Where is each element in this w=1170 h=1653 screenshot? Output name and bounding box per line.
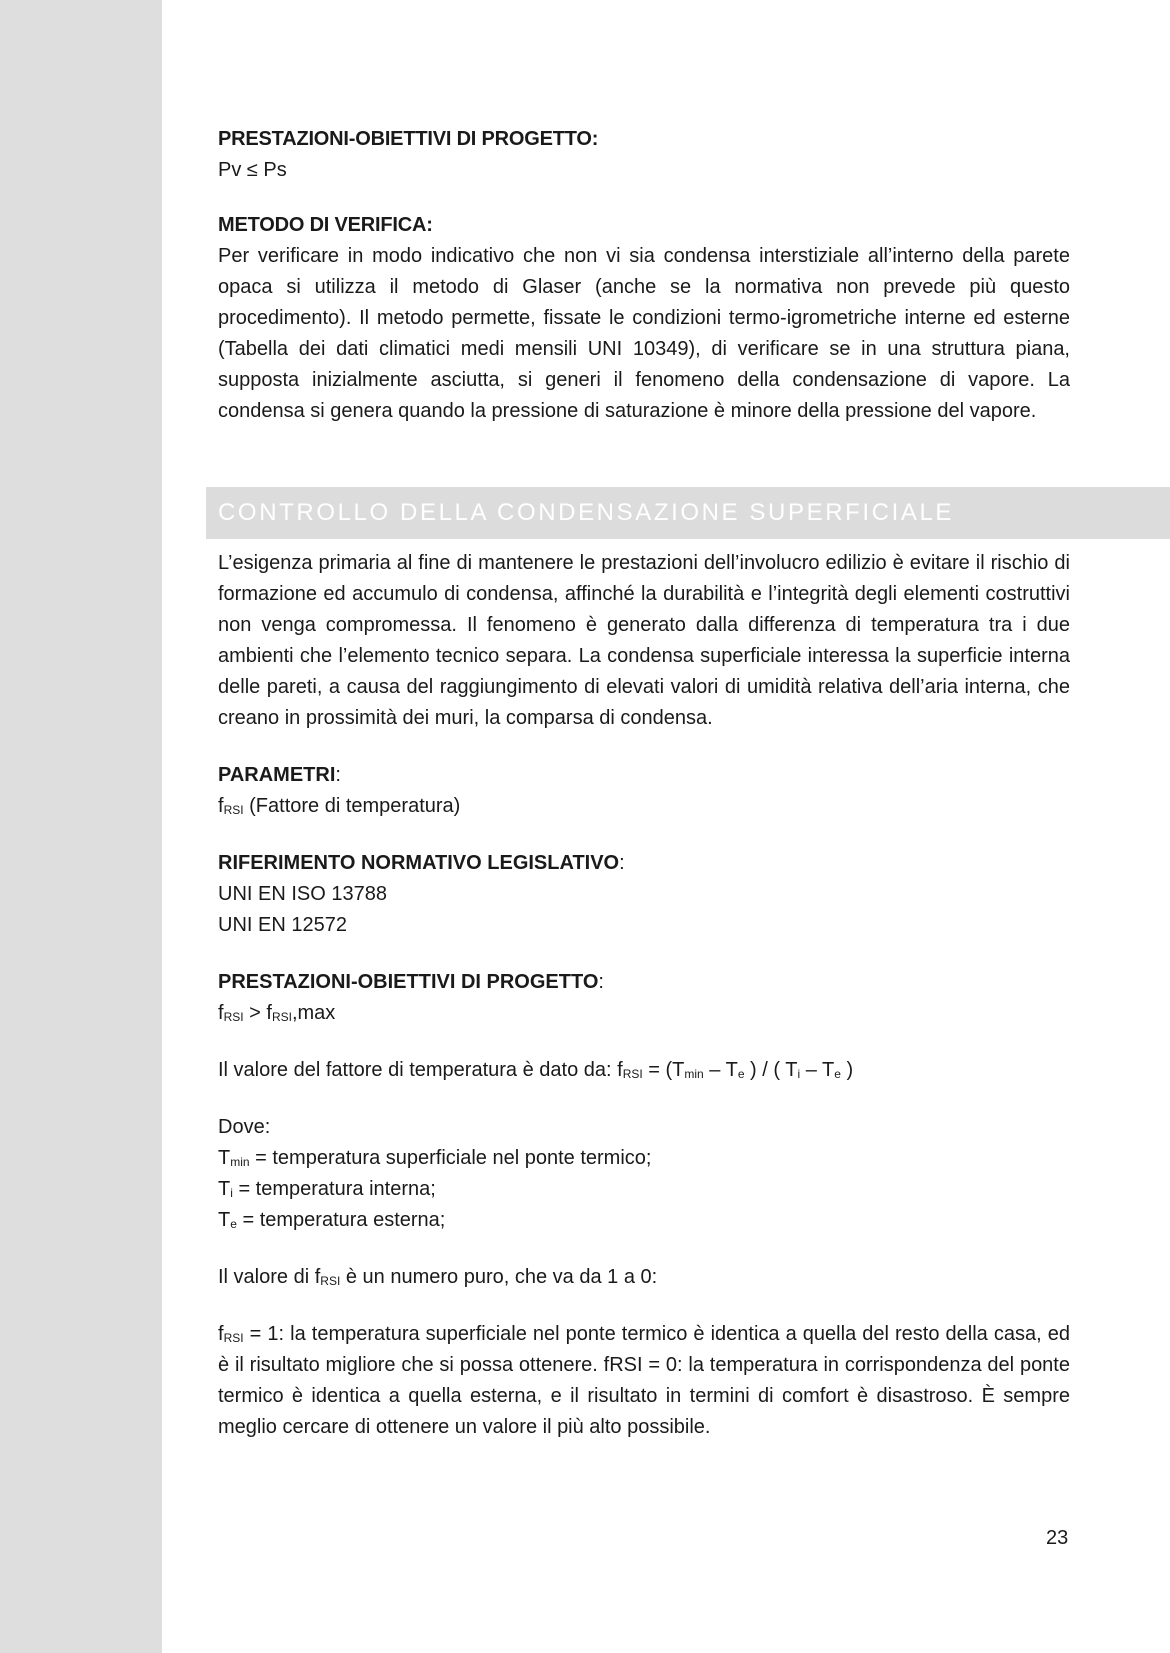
def-ti: $T_i$ = temperatura interna;	[218, 1178, 436, 1200]
heading-prestazioni: PRESTAZIONI-OBIETTIVI DI PROGETTO:	[218, 128, 599, 150]
prestazioni-formula: $f_{RSI} > f_{RSI},\max$	[218, 1002, 336, 1024]
def-te: $T_e$ = temperatura esterna;	[218, 1209, 446, 1231]
paragraph-conclusione: $f_{RSI} = 1$: la temperatura superficiale nel ponte termico è identica a quella del resto della casa, ed è il risultato migliore che si possa ottenere. fRSI = 0: la temperatura in corrispondenza del ponte termico è identica a quella esterna, e il risultato in termini di comfort è disastroso. È sempre meglio cercare di ottenere un valore il più alto possibile.	[218, 1323, 1070, 1438]
paragraph-intro: L’esigenza primaria al fine di mantenere le prestazioni dell’involucro edilizio è evitare il rischio di formazione ed accumulo di condensa, affinché la durabilità e l’integrità degli elementi costruttivi non venga compromessa. Il fenomeno è generato dalla differenza di temperatura tra i due ambienti che l’elemento tecnico separa. La condensa superficiale interessa la superficie interna delle pareti, a causa del raggiungimento di elevati valori di umidità relativa dell’aria interna, che creano in prossimità dei muri, la comparsa di condensa.	[218, 552, 1070, 729]
heading-metodo: METODO DI VERIFICA:	[218, 214, 433, 236]
heading-prestazioni-2: PRESTAZIONI-OBIETTIVI DI PROGETTO:	[218, 971, 604, 993]
parametri-item: $f_{RSI}$ (Fattore di temperatura)	[218, 795, 461, 817]
page-number: 23	[1046, 1527, 1069, 1549]
paragraph-metodo: Per verificare in modo indicativo che non vi sia condensa interstiziale all’interno della parete opaca si utilizza il metodo di Glaser (anche se la normativa non prevede più questo procedimento). Il metodo permette, fissate le condizioni termo-igrometriche interne ed esterne (Tabella dei dati climatici medi mensili UNI 10349), di verificare se in una struttura piana, supposta inizialmente asciutta, si generi il fenomeno della condensazione di vapore. La condensa si genera quando la pressione di saturazione è minore della pressione del vapore.	[218, 245, 1070, 422]
left-margin-band	[0, 0, 162, 1653]
def-tmin: $T_{min}$ = temperatura superficiale nel ponte termico;	[218, 1147, 652, 1169]
riferimento-item: UNI EN ISO 13788	[218, 883, 387, 905]
formula-pv-ps: Pv ≤ Ps	[218, 159, 287, 181]
section-title: CONTROLLO DELLA CONDENSAZIONE SUPERFICIALE	[218, 499, 955, 526]
heading-parametri: PARAMETRI:	[218, 764, 341, 786]
dove-label: Dove:	[218, 1116, 271, 1138]
heading-riferimento: RIFERIMENTO NORMATIVO LEGISLATIVO:	[218, 852, 625, 874]
page-content	[218, 124, 1070, 1443]
valore-line: Il valore di $f_{RSI}$ è un numero puro, che va da 1 a 0:	[218, 1266, 658, 1288]
formula-fattore: Il valore del fattore di temperatura è dato da: $f_{RSI} = (T_{min} - T_e$ ) / ( $T_i - T_e$ )	[218, 1059, 854, 1081]
riferimento-item: UNI EN 12572	[218, 914, 347, 936]
